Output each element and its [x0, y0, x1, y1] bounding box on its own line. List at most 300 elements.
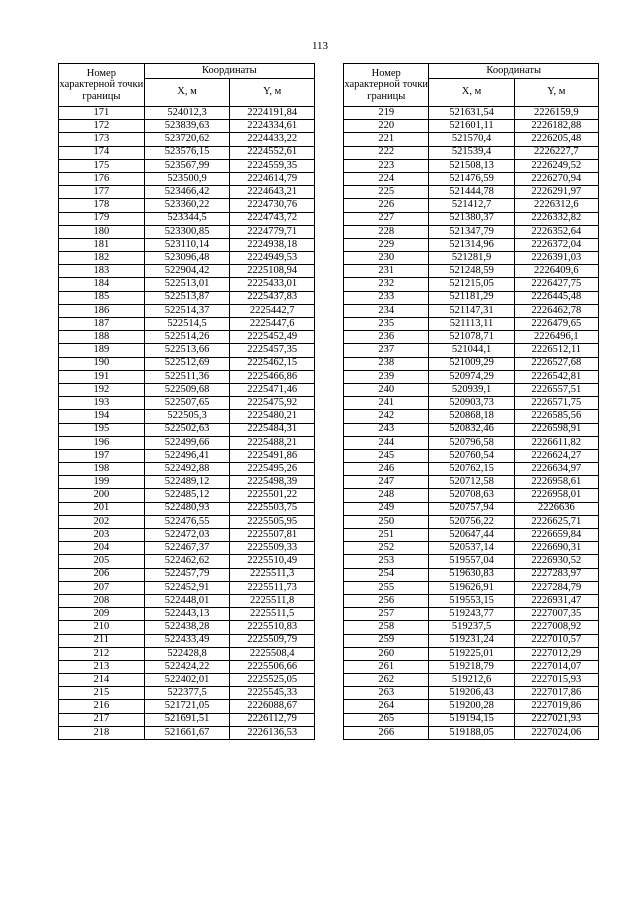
- table-row: [344, 568, 599, 581]
- x-coordinate-cell: 521181,29: [429, 291, 514, 304]
- point-number-cell: 171: [59, 107, 145, 120]
- y-coordinate-cell: 2225488,21: [230, 436, 315, 449]
- x-coordinate-cell: 522428,8: [144, 647, 230, 660]
- point-number-cell: 216: [59, 700, 145, 713]
- table-row: [344, 529, 599, 542]
- point-number-cell: 245: [344, 449, 429, 462]
- table-row: [59, 515, 315, 528]
- y-coordinate-cell: 2225525,05: [230, 674, 315, 687]
- y-coordinate-cell: 2225471,46: [230, 383, 315, 396]
- point-number-cell: 236: [344, 331, 429, 344]
- coordinates-header: Координаты: [144, 64, 314, 79]
- y-coordinate-cell: 2226088,67: [230, 700, 315, 713]
- x-coordinate-cell: 522438,28: [144, 621, 230, 634]
- point-number-cell: 210: [59, 621, 145, 634]
- point-number-cell: 266: [344, 726, 429, 739]
- x-coordinate-cell: 519553,15: [429, 594, 514, 607]
- point-number-cell: 229: [344, 238, 429, 251]
- point-number-cell: 254: [344, 568, 429, 581]
- table-row: [344, 542, 599, 555]
- y-coordinate-cell: 2227283,97: [514, 568, 598, 581]
- y-coordinate-cell: 2225495,26: [230, 463, 315, 476]
- point-number-header: Номер характерной точки границы: [59, 64, 145, 107]
- point-number-cell: 228: [344, 225, 429, 238]
- y-coordinate-cell: 2225511,73: [230, 581, 315, 594]
- y-coordinate-cell: 2225545,33: [230, 687, 315, 700]
- point-number-cell: 221: [344, 133, 429, 146]
- x-coordinate-cell: 521570,4: [429, 133, 514, 146]
- x-coordinate-cell: 522904,42: [144, 265, 230, 278]
- table-row: [344, 581, 599, 594]
- y-coordinate-cell: 2224334,61: [230, 120, 315, 133]
- table-row: [59, 647, 315, 660]
- table-body-left: [59, 107, 315, 740]
- y-coordinate-cell: 2224433,22: [230, 133, 315, 146]
- point-number-cell: 205: [59, 555, 145, 568]
- x-coordinate-cell: 521691,51: [144, 713, 230, 726]
- x-coordinate-cell: 521444,78: [429, 186, 514, 199]
- x-coordinate-cell: 522448,01: [144, 594, 230, 607]
- table-row: [59, 146, 315, 159]
- table-row: [59, 410, 315, 423]
- table-row: [59, 529, 315, 542]
- point-number-cell: 261: [344, 660, 429, 673]
- point-number-cell: 259: [344, 634, 429, 647]
- y-coordinate-cell: 2225466,86: [230, 370, 315, 383]
- y-coordinate-cell: 2226659,84: [514, 529, 598, 542]
- table-row: [59, 159, 315, 172]
- table-row: [59, 291, 315, 304]
- table-row: [344, 423, 599, 436]
- x-coordinate-cell: 521009,29: [429, 357, 514, 370]
- table-row: [59, 594, 315, 607]
- point-number-cell: 217: [59, 713, 145, 726]
- table-row: [59, 634, 315, 647]
- x-coordinate-cell: 519225,01: [429, 647, 514, 660]
- y-coordinate-cell: 2225511,8: [230, 594, 315, 607]
- y-header: Y, м: [514, 79, 598, 107]
- point-number-cell: 262: [344, 674, 429, 687]
- table-row: [59, 423, 315, 436]
- table-row: [344, 278, 599, 291]
- x-coordinate-cell: 520537,14: [429, 542, 514, 555]
- table-row: [344, 199, 599, 212]
- table-row: [344, 370, 599, 383]
- x-coordinate-cell: 520762,15: [429, 463, 514, 476]
- y-coordinate-cell: 2224559,35: [230, 159, 315, 172]
- point-number-cell: 203: [59, 529, 145, 542]
- point-number-cell: 206: [59, 568, 145, 581]
- point-number-cell: 250: [344, 515, 429, 528]
- y-coordinate-cell: 2226557,51: [514, 383, 598, 396]
- y-coordinate-cell: 2226585,56: [514, 410, 598, 423]
- point-number-cell: 187: [59, 318, 145, 331]
- page-number: 113: [311, 40, 329, 52]
- table-row: [59, 608, 315, 621]
- table-row: [59, 304, 315, 317]
- table-row: [344, 344, 599, 357]
- point-number-cell: 225: [344, 186, 429, 199]
- y-coordinate-cell: 2226930,52: [514, 555, 598, 568]
- x-coordinate-cell: 519626,91: [429, 581, 514, 594]
- y-coordinate-cell: 2227012,29: [514, 647, 598, 660]
- point-number-cell: 257: [344, 608, 429, 621]
- point-number-cell: 198: [59, 463, 145, 476]
- table-row: [59, 186, 315, 199]
- point-number-cell: 172: [59, 120, 145, 133]
- y-coordinate-cell: 2224743,72: [230, 212, 315, 225]
- table-row: [344, 515, 599, 528]
- table-row: [344, 463, 599, 476]
- point-number-cell: 191: [59, 370, 145, 383]
- table-row: [344, 146, 599, 159]
- y-coordinate-cell: 2225447,6: [230, 318, 315, 331]
- point-number-cell: 219: [344, 107, 429, 120]
- x-header: X, м: [144, 79, 230, 107]
- x-coordinate-cell: 520974,29: [429, 370, 514, 383]
- table-row: [59, 581, 315, 594]
- table-row: [344, 107, 599, 120]
- x-coordinate-cell: 522452,91: [144, 581, 230, 594]
- table-row: [59, 172, 315, 185]
- x-coordinate-cell: 522492,88: [144, 463, 230, 476]
- y-coordinate-cell: 2225457,35: [230, 344, 315, 357]
- x-coordinate-cell: 523720,62: [144, 133, 230, 146]
- point-number-cell: 202: [59, 515, 145, 528]
- point-number-cell: 180: [59, 225, 145, 238]
- table-row: [59, 133, 315, 146]
- x-coordinate-cell: 521508,13: [429, 159, 514, 172]
- table-row: [59, 265, 315, 278]
- y-coordinate-cell: 2225509,79: [230, 634, 315, 647]
- point-number-cell: 197: [59, 449, 145, 462]
- y-coordinate-cell: 2224614,79: [230, 172, 315, 185]
- point-number-cell: 215: [59, 687, 145, 700]
- x-coordinate-cell: 519212,6: [429, 674, 514, 687]
- y-coordinate-cell: 2226391,03: [514, 252, 598, 265]
- table-row: [59, 370, 315, 383]
- point-number-cell: 181: [59, 238, 145, 251]
- table-row: [344, 449, 599, 462]
- point-number-cell: 233: [344, 291, 429, 304]
- table-row: [344, 120, 599, 133]
- x-coordinate-cell: 521661,67: [144, 726, 230, 739]
- point-number-cell: 200: [59, 489, 145, 502]
- point-number-cell: 186: [59, 304, 145, 317]
- table-row: [59, 542, 315, 555]
- x-coordinate-cell: 523300,85: [144, 225, 230, 238]
- table-row: [344, 700, 599, 713]
- table-row: [59, 687, 315, 700]
- point-number-cell: 230: [344, 252, 429, 265]
- point-number-cell: 208: [59, 594, 145, 607]
- point-number-cell: 220: [344, 120, 429, 133]
- point-number-cell: 185: [59, 291, 145, 304]
- x-coordinate-cell: 520647,44: [429, 529, 514, 542]
- point-number-cell: 235: [344, 318, 429, 331]
- y-coordinate-cell: 2226598,91: [514, 423, 598, 436]
- table-row: [59, 489, 315, 502]
- point-number-cell: 249: [344, 502, 429, 515]
- coordinates-header: Координаты: [429, 64, 599, 79]
- table-row: [344, 436, 599, 449]
- table-row: [344, 133, 599, 146]
- y-coordinate-cell: 2225511,3: [230, 568, 315, 581]
- table-row: [344, 172, 599, 185]
- x-coordinate-cell: 520708,63: [429, 489, 514, 502]
- point-number-cell: 192: [59, 383, 145, 396]
- table-row: [344, 410, 599, 423]
- x-coordinate-cell: 523110,14: [144, 238, 230, 251]
- y-coordinate-cell: 2225498,39: [230, 476, 315, 489]
- point-number-cell: 212: [59, 647, 145, 660]
- point-number-cell: 251: [344, 529, 429, 542]
- table-row: [59, 713, 315, 726]
- x-coordinate-cell: 521347,79: [429, 225, 514, 238]
- y-coordinate-cell: 2225433,01: [230, 278, 315, 291]
- x-coordinate-cell: 521539,4: [429, 146, 514, 159]
- point-number-cell: 189: [59, 344, 145, 357]
- point-number-cell: 178: [59, 199, 145, 212]
- y-coordinate-cell: 2226611,82: [514, 436, 598, 449]
- table-row: [59, 463, 315, 476]
- point-number-cell: 263: [344, 687, 429, 700]
- x-coordinate-cell: 522511,36: [144, 370, 230, 383]
- x-header: X, м: [429, 79, 514, 107]
- x-coordinate-cell: 521078,71: [429, 331, 514, 344]
- point-number-cell: 177: [59, 186, 145, 199]
- y-coordinate-cell: 2225442,7: [230, 304, 315, 317]
- y-coordinate-cell: 2226291,97: [514, 186, 598, 199]
- point-number-cell: 248: [344, 489, 429, 502]
- x-coordinate-cell: 520903,73: [429, 397, 514, 410]
- y-coordinate-cell: 2226624,27: [514, 449, 598, 462]
- x-coordinate-cell: 521044,1: [429, 344, 514, 357]
- point-number-cell: 218: [59, 726, 145, 739]
- x-coordinate-cell: 520757,94: [429, 502, 514, 515]
- y-coordinate-cell: 2225511,5: [230, 608, 315, 621]
- point-number-cell: 265: [344, 713, 429, 726]
- y-coordinate-cell: 2226462,78: [514, 304, 598, 317]
- point-number-header: Номер характерной точки границы: [344, 64, 429, 107]
- table-row: [344, 159, 599, 172]
- x-coordinate-cell: 519188,05: [429, 726, 514, 739]
- x-coordinate-cell: 522424,22: [144, 660, 230, 673]
- point-number-cell: 204: [59, 542, 145, 555]
- table-row: [344, 304, 599, 317]
- x-coordinate-cell: 521631,54: [429, 107, 514, 120]
- table-row: [59, 199, 315, 212]
- point-number-cell: 184: [59, 278, 145, 291]
- table-row: [344, 357, 599, 370]
- point-number-cell: 222: [344, 146, 429, 159]
- table-row: [344, 331, 599, 344]
- table-row: [59, 344, 315, 357]
- table-row: [59, 555, 315, 568]
- y-coordinate-cell: 2226427,75: [514, 278, 598, 291]
- table-row: [344, 502, 599, 515]
- point-number-cell: 201: [59, 502, 145, 515]
- x-coordinate-cell: 522513,87: [144, 291, 230, 304]
- y-coordinate-cell: 2227019,86: [514, 700, 598, 713]
- y-coordinate-cell: 2226332,82: [514, 212, 598, 225]
- y-coordinate-cell: 2226625,71: [514, 515, 598, 528]
- x-coordinate-cell: 522472,03: [144, 529, 230, 542]
- x-coordinate-cell: 522457,79: [144, 568, 230, 581]
- x-coordinate-cell: 521215,05: [429, 278, 514, 291]
- y-coordinate-cell: 2227008,92: [514, 621, 598, 634]
- table-row: [59, 621, 315, 634]
- table-row: [344, 726, 599, 739]
- point-number-cell: 188: [59, 331, 145, 344]
- x-coordinate-cell: 521248,59: [429, 265, 514, 278]
- point-number-cell: 234: [344, 304, 429, 317]
- x-coordinate-cell: 520832,46: [429, 423, 514, 436]
- point-number-cell: 260: [344, 647, 429, 660]
- x-coordinate-cell: 521601,11: [429, 120, 514, 133]
- point-number-cell: 190: [59, 357, 145, 370]
- point-number-cell: 214: [59, 674, 145, 687]
- x-coordinate-cell: 521113,11: [429, 318, 514, 331]
- coordinates-table-right: [343, 63, 599, 740]
- y-coordinate-cell: 2226136,53: [230, 726, 315, 739]
- coordinates-table-left: [58, 63, 315, 740]
- x-coordinate-cell: 522496,41: [144, 449, 230, 462]
- x-coordinate-cell: 521314,96: [429, 238, 514, 251]
- y-coordinate-cell: 2226182,88: [514, 120, 598, 133]
- x-coordinate-cell: 520756,22: [429, 515, 514, 528]
- x-coordinate-cell: 519630,83: [429, 568, 514, 581]
- table-row: [344, 212, 599, 225]
- y-coordinate-cell: 2225508,4: [230, 647, 315, 660]
- y-coordinate-cell: 2225507,81: [230, 529, 315, 542]
- point-number-cell: 256: [344, 594, 429, 607]
- point-number-cell: 174: [59, 146, 145, 159]
- x-coordinate-cell: 520868,18: [429, 410, 514, 423]
- table-row: [344, 608, 599, 621]
- y-coordinate-cell: 2225503,75: [230, 502, 315, 515]
- y-coordinate-cell: 2225108,94: [230, 265, 315, 278]
- x-coordinate-cell: 523344,5: [144, 212, 230, 225]
- y-coordinate-cell: 2225484,31: [230, 423, 315, 436]
- point-number-cell: 238: [344, 357, 429, 370]
- x-coordinate-cell: 522514,5: [144, 318, 230, 331]
- y-coordinate-cell: 2226527,68: [514, 357, 598, 370]
- table-row: [59, 331, 315, 344]
- table-row: [344, 687, 599, 700]
- x-coordinate-cell: 523096,48: [144, 252, 230, 265]
- point-number-cell: 227: [344, 212, 429, 225]
- table-row: [59, 568, 315, 581]
- x-coordinate-cell: 522514,26: [144, 331, 230, 344]
- point-number-cell: 255: [344, 581, 429, 594]
- point-number-cell: 199: [59, 476, 145, 489]
- x-coordinate-cell: 519231,24: [429, 634, 514, 647]
- table-row: [59, 674, 315, 687]
- point-number-cell: 193: [59, 397, 145, 410]
- y-coordinate-cell: 2227284,79: [514, 581, 598, 594]
- table-row: [344, 397, 599, 410]
- point-number-cell: 258: [344, 621, 429, 634]
- point-number-cell: 247: [344, 476, 429, 489]
- y-header: Y, м: [230, 79, 315, 107]
- y-coordinate-cell: 2226479,65: [514, 318, 598, 331]
- table-row: [344, 186, 599, 199]
- table-row: [59, 120, 315, 133]
- point-number-cell: 209: [59, 608, 145, 621]
- table-row: [344, 555, 599, 568]
- point-number-cell: 243: [344, 423, 429, 436]
- table-row: [59, 225, 315, 238]
- x-coordinate-cell: 519200,28: [429, 700, 514, 713]
- table-row: [344, 634, 599, 647]
- table-row: [59, 318, 315, 331]
- table-row: [344, 594, 599, 607]
- x-coordinate-cell: 522513,01: [144, 278, 230, 291]
- x-coordinate-cell: 521476,59: [429, 172, 514, 185]
- x-coordinate-cell: 523576,15: [144, 146, 230, 159]
- y-coordinate-cell: 2224191,84: [230, 107, 315, 120]
- x-coordinate-cell: 520796,58: [429, 436, 514, 449]
- point-number-cell: 242: [344, 410, 429, 423]
- point-number-cell: 253: [344, 555, 429, 568]
- point-number-cell: 183: [59, 265, 145, 278]
- y-coordinate-cell: 2224779,71: [230, 225, 315, 238]
- table-row: [59, 238, 315, 251]
- y-coordinate-cell: 2227021,93: [514, 713, 598, 726]
- table-row: [344, 252, 599, 265]
- x-coordinate-cell: 522509,68: [144, 383, 230, 396]
- x-coordinate-cell: 522480,93: [144, 502, 230, 515]
- x-coordinate-cell: 522467,37: [144, 542, 230, 555]
- y-coordinate-cell: 2226249,52: [514, 159, 598, 172]
- y-coordinate-cell: 2226496,1: [514, 331, 598, 344]
- x-coordinate-cell: 522512,69: [144, 357, 230, 370]
- x-coordinate-cell: 522402,01: [144, 674, 230, 687]
- y-coordinate-cell: 2227017,86: [514, 687, 598, 700]
- point-number-cell: 195: [59, 423, 145, 436]
- x-coordinate-cell: 523839,63: [144, 120, 230, 133]
- table-body-right: [344, 107, 599, 740]
- point-number-cell: 213: [59, 660, 145, 673]
- y-coordinate-cell: 2225491,86: [230, 449, 315, 462]
- x-coordinate-cell: 522502,63: [144, 423, 230, 436]
- table-row: [344, 660, 599, 673]
- table-row: [344, 489, 599, 502]
- y-coordinate-cell: 2225505,95: [230, 515, 315, 528]
- x-coordinate-cell: 519206,43: [429, 687, 514, 700]
- x-coordinate-cell: 522499,66: [144, 436, 230, 449]
- y-coordinate-cell: 2225475,92: [230, 397, 315, 410]
- table-row: [344, 647, 599, 660]
- x-coordinate-cell: 522513,66: [144, 344, 230, 357]
- y-coordinate-cell: 2225437,83: [230, 291, 315, 304]
- y-coordinate-cell: 2226372,04: [514, 238, 598, 251]
- y-coordinate-cell: 2224552,61: [230, 146, 315, 159]
- table-row: [59, 397, 315, 410]
- table-row: [59, 107, 315, 120]
- point-number-cell: 252: [344, 542, 429, 555]
- point-number-cell: 264: [344, 700, 429, 713]
- y-coordinate-cell: 2226931,47: [514, 594, 598, 607]
- point-number-cell: 240: [344, 383, 429, 396]
- x-coordinate-cell: 523567,99: [144, 159, 230, 172]
- y-coordinate-cell: 2227015,93: [514, 674, 598, 687]
- table-row: [59, 278, 315, 291]
- table-row: [344, 238, 599, 251]
- table-row: [344, 713, 599, 726]
- y-coordinate-cell: 2226352,64: [514, 225, 598, 238]
